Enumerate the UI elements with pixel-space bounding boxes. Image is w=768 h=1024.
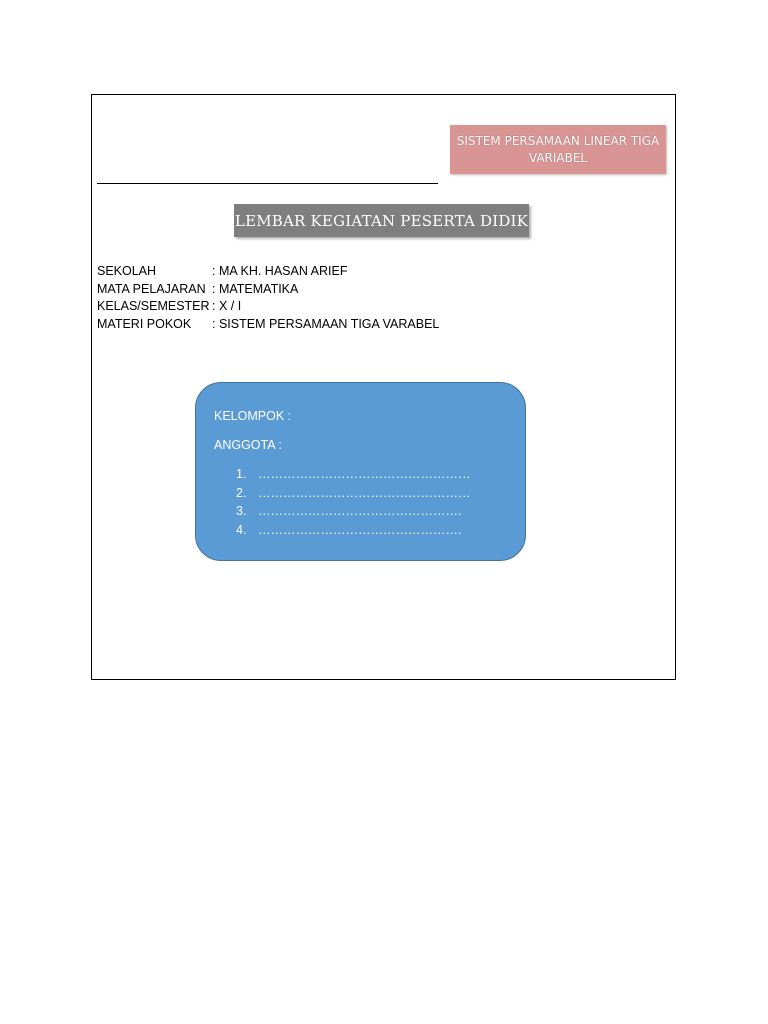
group-members-box — [195, 382, 526, 561]
worksheet-title: LEMBAR KEGIATAN PESERTA DIDIK — [234, 211, 529, 230]
info-label: MATERI POKOK — [97, 316, 192, 331]
member-number: 2. — [236, 485, 247, 500]
header-rule-line — [97, 183, 438, 184]
identity-info — [97, 263, 439, 333]
members-label: ANGGOTA : — [214, 438, 282, 452]
member-blank: …………………………………………. — [258, 504, 462, 518]
member-list — [236, 465, 471, 539]
topic-box — [450, 125, 666, 174]
worksheet-title-box — [234, 204, 529, 237]
info-row-subject — [97, 281, 439, 299]
info-label: MATA PELAJARAN — [97, 281, 206, 296]
member-blank: …………………………………………. — [258, 522, 462, 537]
list-item — [236, 465, 471, 484]
info-label: SEKOLAH — [97, 264, 157, 278]
list-item — [236, 521, 471, 540]
member-number: 1. — [236, 467, 247, 481]
info-value: : MATEMATIKA — [212, 281, 299, 296]
info-row-school — [97, 263, 439, 281]
group-label: KELOMPOK : — [214, 409, 292, 423]
info-value: : MA KH. HASAN ARIEF — [212, 264, 348, 278]
info-row-main-material — [97, 316, 439, 334]
list-item — [236, 502, 471, 521]
info-row-class-semester — [97, 298, 439, 316]
member-blank: …………………………………………… — [258, 485, 471, 500]
topic-text: SISTEM PERSAMAAN LINEAR TIGA VARIABEL — [456, 133, 660, 165]
member-blank: …………………………………………… — [258, 467, 471, 481]
member-number: 3. — [236, 504, 247, 518]
info-value: : X / I — [212, 299, 242, 313]
info-label: KELAS/SEMESTER — [97, 299, 210, 313]
info-value: : SISTEM PERSAMAAN TIGA VARABEL — [212, 316, 440, 331]
list-item — [236, 484, 471, 503]
member-number: 4. — [236, 522, 247, 537]
